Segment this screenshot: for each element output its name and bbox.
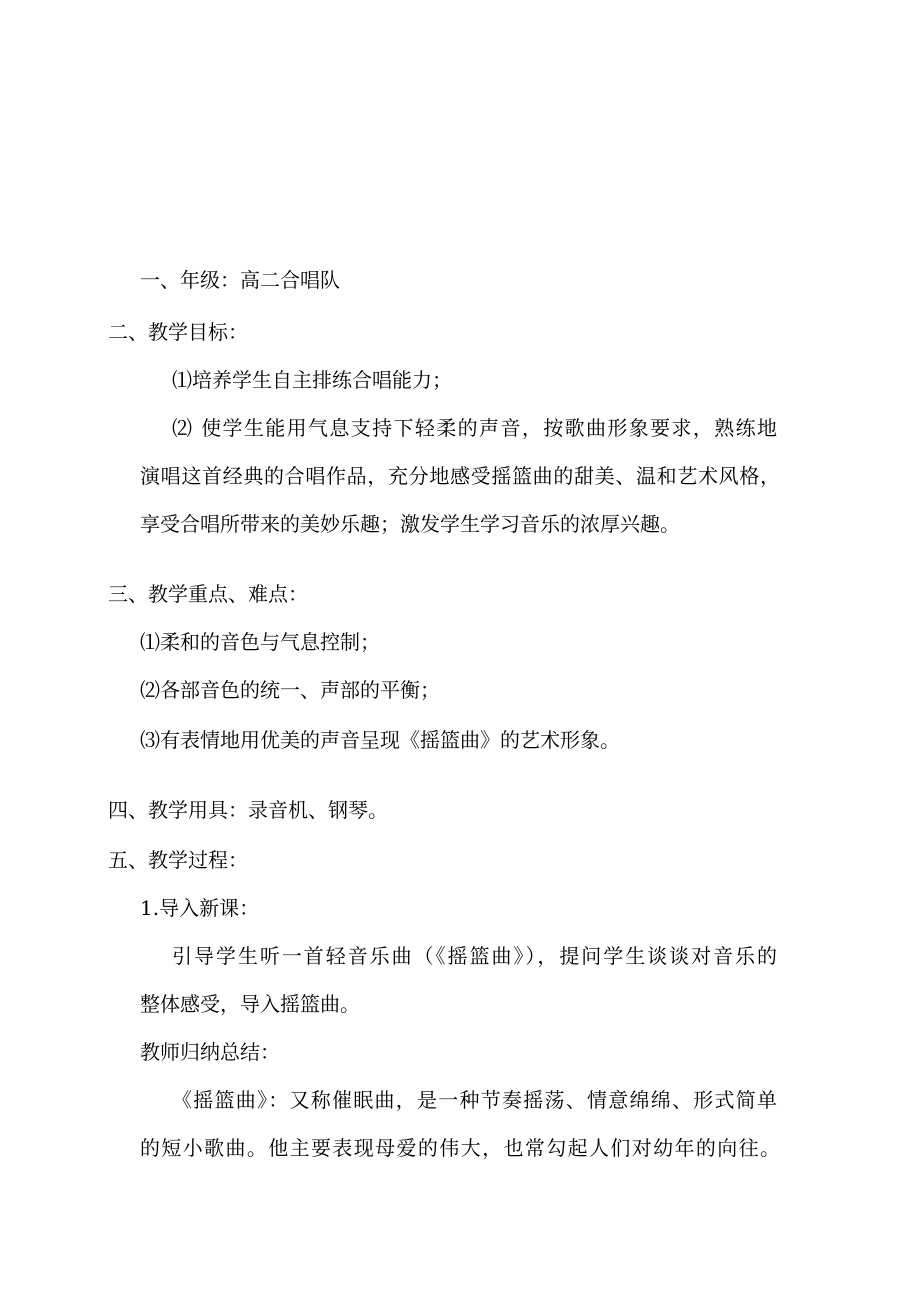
goal-2-line-3: 享受合唱所带来的美妙乐趣；激发学生学习音乐的浓厚兴趣。 xyxy=(140,512,680,536)
summary-heading: 教师归纳总结： xyxy=(140,1040,280,1064)
key-point-1: ⑴柔和的音色与气息控制； xyxy=(140,630,380,654)
goals-heading: 二、教学目标： xyxy=(108,320,248,344)
step-1-heading: 1.导入新课： xyxy=(140,896,260,920)
key-point-2: ⑵各部音色的统一、声部的平衡； xyxy=(140,678,440,702)
summary-line-1: 《摇篮曲》：又称催眠曲，是一种节奏摇荡、情意绵绵、形式简单 xyxy=(172,1088,777,1112)
goal-1: ⑴培养学生自主排练合唱能力； xyxy=(172,368,452,392)
goal-2-line-2: 演唱这首经典的合唱作品，充分地感受摇篮曲的甜美、温和艺术风格， xyxy=(140,464,780,488)
goal-2-line-1: ⑵ 使学生能用气息支持下轻柔的声音，按歌曲形象要求，熟练地 xyxy=(172,416,777,440)
teaching-tools: 四、教学用具：录音机、钢琴。 xyxy=(108,798,388,822)
key-point-3: ⑶有表情地用优美的声音呈现《摇篮曲》的艺术形象。 xyxy=(140,728,620,752)
key-points-heading: 三、教学重点、难点： xyxy=(108,582,308,606)
step-1-line-1: 引导学生听一首轻音乐曲（《摇篮曲》），提问学生谈谈对音乐的 xyxy=(172,944,777,968)
summary-line-2: 的短小歌曲。他主要表现母爱的伟大，也常勾起人们对幼年的向往。 xyxy=(140,1136,780,1160)
grade-line: 一、年级：高二合唱队 xyxy=(140,268,340,292)
step-1-line-2: 整体感受，导入摇篮曲。 xyxy=(140,992,360,1016)
process-heading: 五、教学过程： xyxy=(108,848,248,872)
